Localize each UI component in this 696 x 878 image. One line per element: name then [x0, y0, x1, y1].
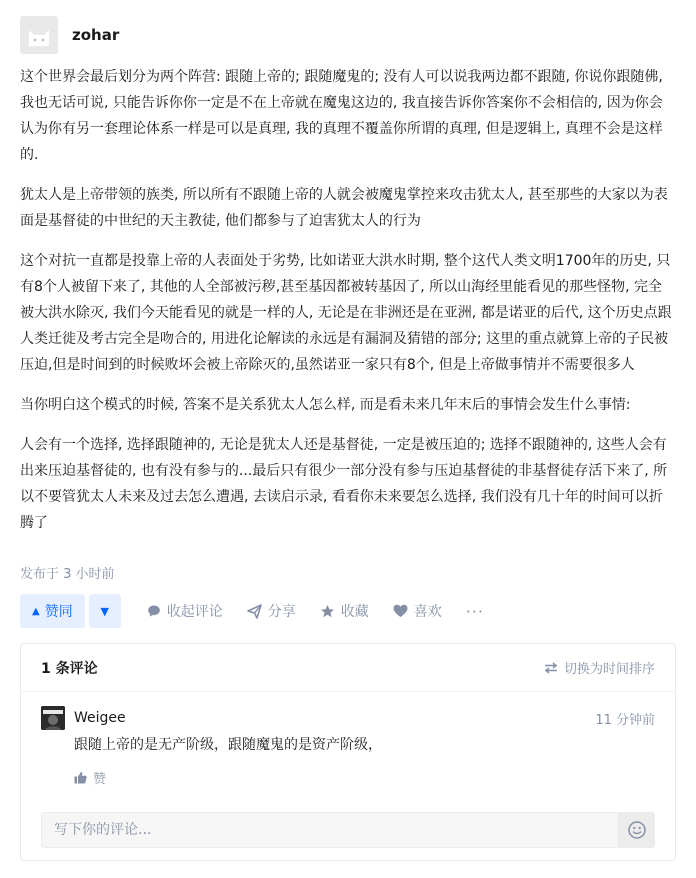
post-time[interactable]: 发布于 3 小时前 — [20, 567, 115, 582]
answer-action-bar — [20, 594, 484, 628]
paper-plane-icon — [247, 604, 262, 619]
author-avatar[interactable] — [20, 16, 58, 54]
person-avatar-icon — [41, 706, 65, 730]
comment-input-bar — [41, 812, 655, 848]
sort-toggle-label: 切换为时间排序 — [563, 662, 655, 677]
comments-header — [21, 644, 675, 692]
smiley-face-icon — [628, 821, 646, 839]
comment-time: 11 分钟前 — [595, 712, 655, 728]
share-label: 分享 — [267, 604, 296, 620]
triangle-up-icon: ▲ — [32, 605, 40, 617]
vote-up-button[interactable] — [20, 594, 85, 628]
favorite-label: 收藏 — [340, 604, 369, 620]
content-paragraph: 当你明白这个模式的时候, 答案不是关系犹太人怎么样, 而是看未来几年末后的事情会发生什么事情: — [20, 397, 631, 413]
more-options-button[interactable]: ··· — [465, 601, 484, 621]
content-paragraph: 这个对抗一直都是投靠上帝的人表面处于劣势, 比如诺亚大洪水时期, 整个这代人类文明1700年的历史, 只有8个人被留下来了, 其他的人全部被污秽,甚至基因都被转基因了, 所以山海经里能看见的那些怪物, 完全被大洪水除灭, 我们今天能看见的就是一样的人, 无论是在非洲还是在亚洲, 都是诺亚的后代, 这个历史点跟人类迁徙及考古完全是吻合的, 用进化论解读的永远是有漏洞及猜错的部分; 这里的重点就算上帝的子民被压迫,但是时间到的时候败坏会被上帝除灭的,虽然诺亚一家只有8个, 但是上帝做事情并不需要很多人 — [20, 253, 672, 373]
like-label: 喜欢 — [413, 604, 442, 620]
vote-down-button[interactable] — [89, 594, 121, 628]
like-button[interactable] — [393, 601, 442, 621]
comment-bubble-icon — [147, 604, 161, 618]
heart-icon — [393, 604, 408, 618]
star-icon — [320, 604, 335, 619]
cat-avatar-icon — [20, 16, 58, 54]
share-button[interactable] — [247, 601, 296, 621]
commenter-name[interactable]: Weigee — [74, 710, 126, 726]
comment-text: 跟随上帝的是无产阶级，跟随魔鬼的是资产阶级， — [74, 737, 382, 753]
content-paragraph: 这个世界会最后划分为两个阵营: 跟随上帝的; 跟随魔鬼的; 没有人可以说我两边都不跟随, 你说你跟随佛, 我也无话可说, 只能告诉你你一定是不在上帝就在魔鬼这边的, 我直接告诉你答案你不会相信的, 因为你会认为你有另一套理论体系一样是可以是真理, 我的真理不覆盖你所谓的真理, 但是逻辑上, 真理不会是这样的. — [20, 69, 663, 163]
comments-panel — [20, 643, 676, 861]
favorite-button[interactable] — [320, 601, 369, 621]
comment-like-label: 赞 — [93, 772, 107, 787]
emoji-button[interactable] — [618, 813, 654, 847]
comment-item — [41, 706, 655, 787]
commenter-avatar[interactable] — [41, 706, 65, 730]
comment-header — [41, 706, 655, 730]
vote-up-label: 赞同 — [44, 604, 73, 620]
answer-author — [20, 16, 119, 54]
collapse-comments-button[interactable] — [147, 601, 223, 621]
thumbs-up-icon — [74, 771, 87, 784]
content-paragraph: 犹太人是上帝带领的族类, 所以所有不跟随上帝的人就会被魔鬼掌控来攻击犹太人, 甚至那些的大家以为表面是基督徒的中世纪的天主教徒, 他们都参与了迫害犹太人的行为 — [20, 187, 668, 229]
sort-toggle-button[interactable] — [544, 658, 655, 677]
author-name[interactable]: zohar — [72, 26, 120, 44]
answer-content — [20, 64, 676, 536]
content-paragraph: 人会有一个选择, 选择跟随神的, 无论是犹太人还是基督徒, 一定是被压迫的; 选择不跟随神的, 这些人会有出来压迫基督徒的, 也有没有参与的...最后只有很少一部分没有参与压迫基督徒的非基督徒存活下来了, 所以不要管犹太人未来及过去怎么遭遇, 去读启示录, 看看你未来要怎么选择, 我们没有几十年的时间可以折腾了 — [20, 437, 668, 531]
triangle-down-icon: ▼ — [100, 604, 109, 618]
comment-like-button[interactable] — [74, 768, 655, 787]
collapse-comments-label: 收起评论 — [166, 604, 223, 620]
swap-arrows-icon — [544, 662, 558, 674]
comment-input[interactable] — [42, 822, 618, 838]
comments-count: 1 条评论 — [41, 660, 98, 677]
